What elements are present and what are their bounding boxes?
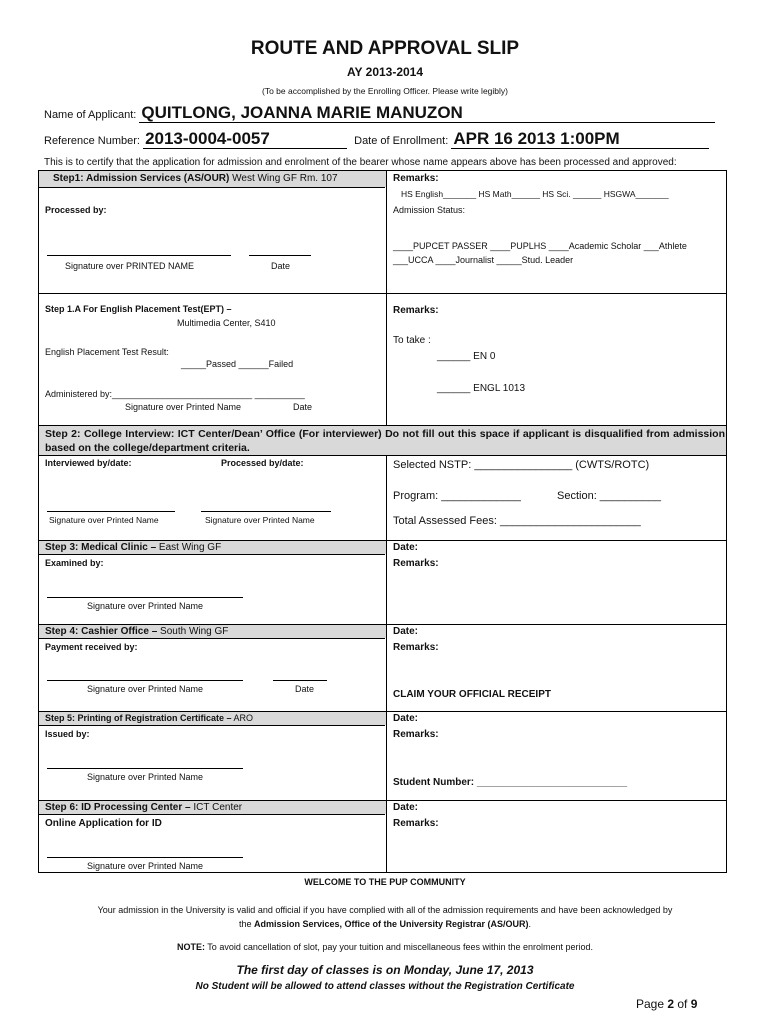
step3-signature-label: Signature over Printed Name	[87, 601, 204, 611]
interviewed-by-label: Interviewed by/date:	[45, 458, 132, 468]
processor-signature-label: Signature over Printed Name	[205, 515, 315, 525]
step5-date-label: Date:	[393, 713, 419, 724]
applicant-name-field[interactable]: QUITLONG, JOANNA MARIE MANUZON	[139, 104, 715, 123]
applicant-name-label: Name of Applicant:	[44, 109, 137, 121]
step1a-title: Step 1.A For English Placement Test(EPT) –	[45, 304, 232, 314]
form-title: ROUTE AND APPROVAL SLIP	[250, 38, 520, 59]
step5-divider	[39, 711, 726, 712]
step1-date-line[interactable]	[249, 255, 311, 256]
step6-signature-label: Signature over Printed Name	[87, 861, 204, 871]
step5-signature-label: Signature over Printed Name	[87, 772, 204, 782]
admission-status-label: Admission Status:	[393, 205, 466, 215]
hs-scores-field[interactable]: HS English_______ HS Math______ HS Sci. ______ HSGWA_______	[401, 189, 669, 199]
reference-number-label: Reference Number:	[44, 135, 140, 147]
step5-header-line	[39, 725, 385, 726]
issued-by-label: Issued by:	[45, 729, 90, 739]
student-number-field[interactable]: Student Number: ___________________________	[393, 777, 628, 788]
administered-by-field[interactable]: Administered by:____________________________ __________	[45, 389, 305, 399]
step3-header-line	[39, 554, 385, 555]
applicant-name-row	[44, 104, 715, 123]
claim-receipt-note: CLAIM YOUR OFFICIAL RECEIPT	[393, 689, 551, 700]
step4-divider	[39, 624, 726, 625]
processor-signature-line[interactable]	[201, 511, 331, 512]
step1a-remarks-label: Remarks:	[393, 305, 439, 316]
step3-date-label: Date:	[393, 542, 419, 553]
step4-title: Step 4: Cashier Office – South Wing GF	[45, 626, 229, 637]
form-instruction: (To be accomplished by the Enrolling Officer. Please write legibly)	[262, 86, 508, 96]
section-field[interactable]: Section: __________	[557, 490, 661, 502]
step5-remarks-label: Remarks:	[393, 729, 439, 740]
enrollment-date-label: Date of Enrollment:	[354, 135, 449, 147]
ept-result-label: English Placement Test Result:	[45, 347, 169, 357]
approval-grid	[38, 170, 727, 873]
status-options-line1[interactable]: ____PUPCET PASSER ____PUPLHS ____Academic Scholar ___Athlete	[393, 241, 687, 251]
interviewer-signature-line[interactable]	[47, 511, 175, 512]
step6-header-line	[39, 814, 385, 815]
step1a-location: Multimedia Center, S410	[177, 318, 276, 328]
total-fees-field[interactable]: Total Assessed Fees: _______________________	[393, 515, 641, 527]
payment-note: NOTE: To avoid cancellation of slot, pay your tuition and miscellaneous fees within the enrolment period.	[176, 942, 594, 952]
step2-title: Step 2: College Interview: ICT Center/Dean’ Office (For interviewer) Do not fill out this space if applicant is disqualified from admission based on the college/department criteria.	[45, 428, 725, 454]
step5-title: Step 5: Printing of Registration Certificate – ARO	[45, 713, 254, 723]
validity-line1: Your admission in the University is valid and official if you have complied with all of the admission requirements and have been acknowledged by	[97, 905, 673, 915]
step3-divider	[39, 540, 726, 541]
step6-signature-line[interactable]	[47, 857, 243, 858]
enrollment-date-field[interactable]: APR 16 2013 1:00PM	[451, 130, 709, 149]
engl1013-option[interactable]: ______ ENGL 1013	[437, 383, 526, 394]
reference-row	[44, 130, 709, 149]
step4-date-label: Date:	[393, 626, 419, 637]
step6-title: Step 6: ID Processing Center – ICT Center	[45, 802, 243, 813]
step1-signature-label: Signature over PRINTED NAME	[65, 261, 195, 271]
step6-date-label: Date:	[393, 802, 419, 813]
step2-header-line	[39, 455, 726, 456]
step1-date-label: Date	[271, 261, 291, 271]
step1-remarks-label: Remarks:	[393, 173, 439, 184]
validity-line2: the Admission Services, Office of the University Registrar (AS/OUR).	[238, 919, 532, 929]
to-take-label: To take :	[393, 335, 431, 346]
academic-year: AY 2013-2014	[346, 65, 424, 79]
step2-divider	[39, 425, 726, 426]
online-application-label: Online Application for ID	[45, 818, 162, 829]
step4-signature-label: Signature over Printed Name	[87, 684, 204, 694]
divider-steps	[386, 455, 387, 872]
step4-date-line[interactable]	[273, 680, 327, 681]
program-field[interactable]: Program: _____________	[393, 490, 521, 502]
certification-text: This is to certify that the application for admission and enrolment of the bearer whose name appears above has been processed and approved:	[44, 157, 677, 168]
step6-divider	[39, 800, 726, 801]
first-day-notice: The first day of classes is on Monday, June 17, 2013	[236, 963, 534, 977]
step3-title: Step 3: Medical Clinic – East Wing GF	[45, 542, 222, 553]
step6-remarks-label: Remarks:	[393, 818, 439, 829]
step2-processed-by-label: Processed by/date:	[221, 458, 304, 468]
step1a-date-label: Date	[293, 402, 313, 412]
step5-signature-line[interactable]	[47, 768, 243, 769]
reference-number-field[interactable]: 2013-0004-0057	[143, 130, 347, 149]
step1-header-line	[39, 187, 385, 188]
examined-by-label: Examined by:	[45, 558, 104, 568]
registration-certificate-notice: No Student will be allowed to attend classes without the Registration Certificate	[195, 981, 575, 992]
step1-signature-line[interactable]	[47, 255, 231, 256]
nstp-field[interactable]: Selected NSTP: ________________ (CWTS/ROTC)	[393, 459, 650, 471]
payment-received-label: Payment received by:	[45, 642, 138, 652]
step3-remarks-label: Remarks:	[393, 558, 439, 569]
step4-header-line	[39, 638, 385, 639]
status-options-line2[interactable]: ___UCCA ____Journalist _____Stud. Leader	[393, 255, 574, 265]
step1a-signature-label: Signature over Printed Name	[125, 402, 242, 412]
step4-signature-line[interactable]	[47, 680, 243, 681]
ept-result-options[interactable]: _____Passed ______Failed	[181, 359, 294, 369]
interviewer-signature-label: Signature over Printed Name	[49, 515, 159, 525]
step1-title: Step1: Admission Services (AS/OUR) West Wing GF Rm. 107	[53, 173, 338, 184]
step4-remarks-label: Remarks:	[393, 642, 439, 653]
page-indicator: Page 2 of 9	[636, 997, 698, 1011]
divider-step1	[386, 171, 387, 425]
processed-by-label: Processed by:	[45, 205, 107, 215]
step1a-divider	[39, 293, 726, 294]
en0-option[interactable]: ______ EN 0	[437, 351, 496, 362]
step4-date-sub-label: Date	[295, 684, 315, 694]
step3-signature-line[interactable]	[47, 597, 243, 598]
welcome-heading: WELCOME TO THE PUP COMMUNITY	[304, 877, 466, 887]
